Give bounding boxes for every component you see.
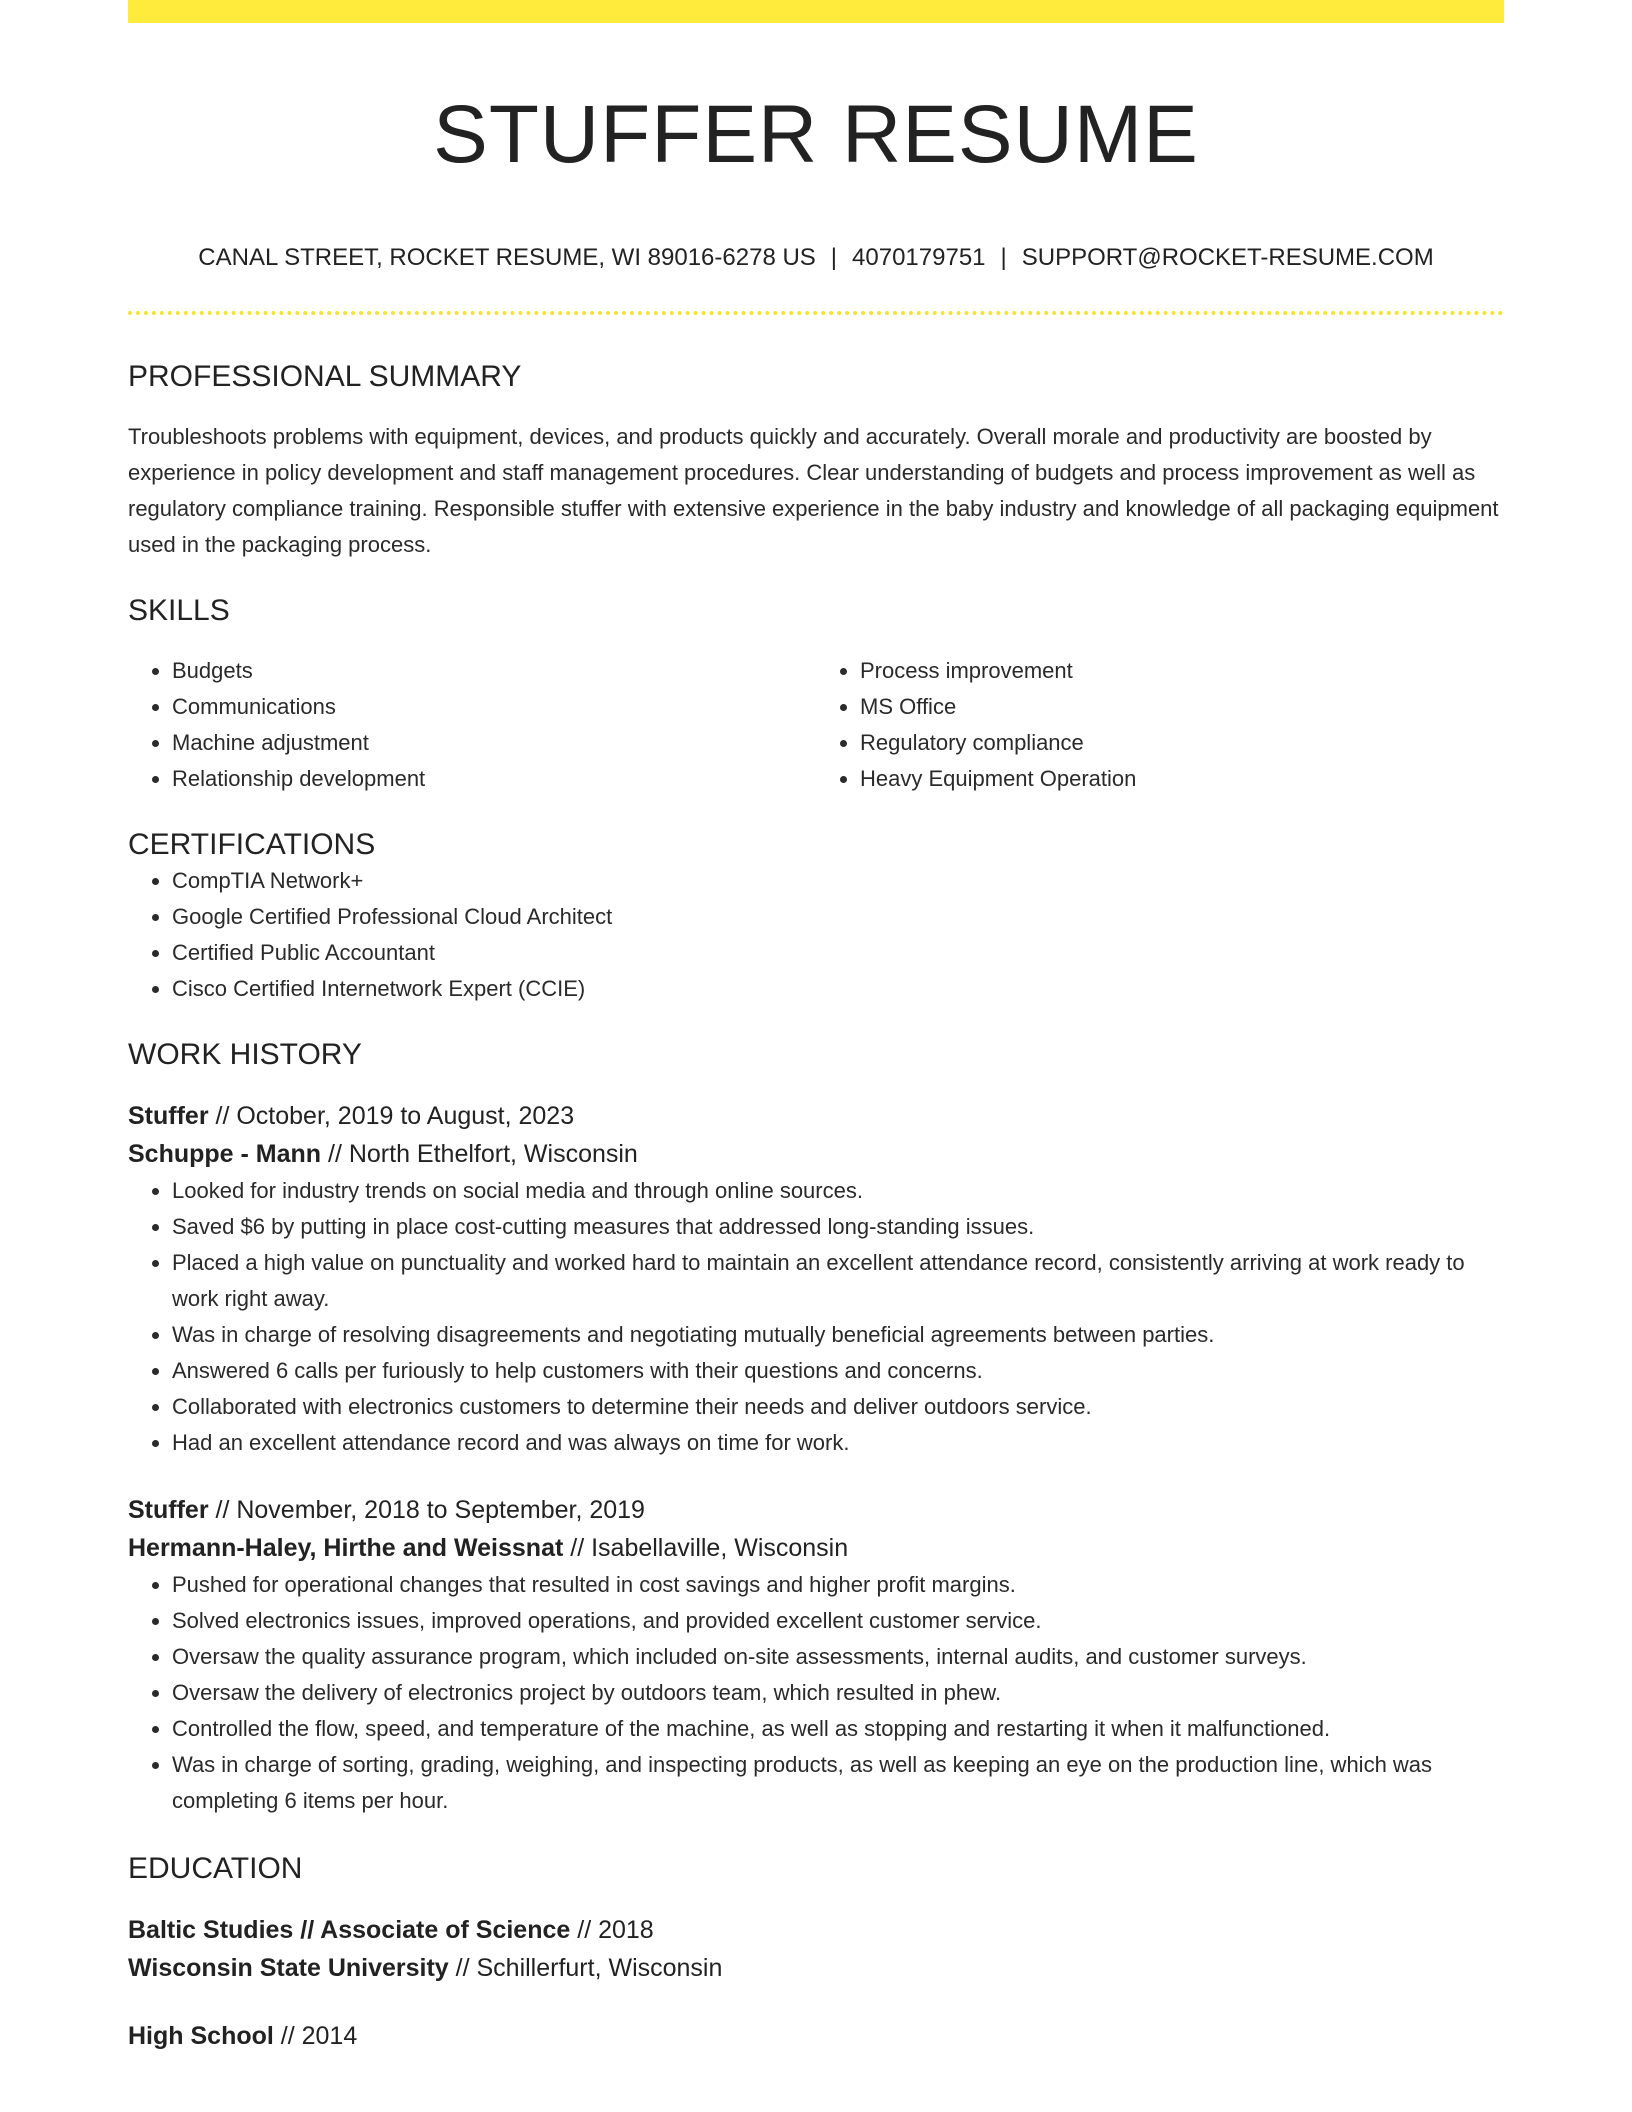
skills-left-list <box>128 653 816 797</box>
skill-item: • MS Office <box>860 689 1504 725</box>
job-bullet: • Answered 6 calls per furiously to help customers with their questions and concerns. <box>172 1353 1504 1389</box>
contact-address: CANAL STREET, ROCKET RESUME, WI 89016-6278 US <box>198 244 816 271</box>
skill-item: • Regulatory compliance <box>860 725 1504 761</box>
job-bullet: • Saved $6 by putting in place cost-cutting measures that addressed long-standing issues. <box>172 1209 1504 1245</box>
skill-item: • Heavy Equipment Operation <box>860 761 1504 797</box>
job-bullet: • Was in charge of resolving disagreements and negotiating mutually beneficial agreements between parties. <box>172 1317 1504 1353</box>
certifications-list <box>128 863 1504 1007</box>
education-degree: High School <box>128 2022 274 2050</box>
education-degree-line <box>128 2017 1504 2055</box>
skills-right-list <box>816 653 1504 797</box>
job-bullet: • Looked for industry trends on social media and through online sources. <box>172 1173 1504 1209</box>
education-year: // 2014 <box>273 2022 358 2050</box>
education-location: // Schillerfurt, Wisconsin <box>448 1954 723 1982</box>
summary-text: Troubleshoots problems with equipment, devices, and products quickly and accurately. Overall morale and productivity are boosted by experience in policy development and staff management procedures. Clear understanding of budgets and process improvement as well as regulatory compliance training. Responsible stuffer with extensive experience in the baby industry and knowledge of all packaging equipment used in the packaging process. <box>128 424 1499 557</box>
job-dates: // October, 2019 to August, 2023 <box>208 1102 575 1130</box>
education-school-line <box>128 1949 1504 1987</box>
resume-name: STUFFER RESUME <box>433 89 1199 180</box>
work-history-title: WORK HISTORY <box>128 1038 362 1071</box>
education-year: // 2018 <box>570 1916 654 1944</box>
dotted-divider <box>128 311 1504 315</box>
certification-item: • Google Certified Professional Cloud Architect <box>172 899 1504 935</box>
job-company-line <box>128 1135 1504 1173</box>
education-title: EDUCATION <box>128 1852 303 1885</box>
job-bullet: • Placed a high value on punctuality and worked hard to maintain an excellent attendance record, consistently arriving at work ready to work right away. <box>172 1245 1504 1317</box>
job-bullet: • Had an excellent attendance record and was always on time for work. <box>172 1425 1504 1461</box>
job-location: // North Ethelfort, Wisconsin <box>321 1140 638 1168</box>
contact-separator: | <box>1000 244 1007 271</box>
job-bullet: • Oversaw the quality assurance program, which included on-site assessments, internal audits, and customer surveys. <box>172 1639 1504 1675</box>
job-location: // Isabellaville, Wisconsin <box>563 1534 849 1562</box>
skills-grid <box>128 653 1504 797</box>
skills-title: SKILLS <box>128 594 230 627</box>
education-school: Wisconsin State University <box>128 1954 449 1982</box>
job-title-line <box>128 1491 1504 1529</box>
contact-separator: | <box>830 244 838 271</box>
job-role: Stuffer <box>128 1102 209 1130</box>
contact-line <box>128 243 1504 273</box>
certifications-title: CERTIFICATIONS <box>128 828 376 861</box>
job-company: Schuppe - Mann <box>128 1140 322 1168</box>
job-title-line <box>128 1097 1504 1135</box>
education-degree-line <box>128 1911 1504 1949</box>
job-dates: // November, 2018 to September, 2019 <box>208 1496 645 1524</box>
job-company: Hermann-Haley, Hirthe and Weissnat <box>128 1534 564 1562</box>
job-bullet: • Was in charge of sorting, grading, weighing, and inspecting products, as well as keeping an eye on the production line, which was completing 6 items per hour. <box>172 1747 1504 1819</box>
job-company-line <box>128 1529 1504 1567</box>
job-bullets <box>128 1567 1504 1819</box>
job-bullet: • Controlled the flow, speed, and temperature of the machine, as well as stopping and restarting it when it malfunctioned. <box>172 1711 1504 1747</box>
contact-email: SUPPORT@ROCKET-RESUME.COM <box>1021 244 1434 271</box>
skill-item: • Relationship development <box>172 761 816 797</box>
skill-item: • Machine adjustment <box>172 725 816 761</box>
education-degree: Baltic Studies // Associate of Science <box>128 1916 571 1944</box>
contact-phone: 4070179751 <box>852 244 986 271</box>
certification-item: • Cisco Certified Internetwork Expert (CCIE) <box>172 971 1504 1007</box>
skill-item: • Process improvement <box>860 653 1504 689</box>
skill-item: • Budgets <box>172 653 816 689</box>
accent-top-bar <box>128 0 1504 23</box>
summary-title: PROFESSIONAL SUMMARY <box>128 360 522 393</box>
job-bullet: • Solved electronics issues, improved operations, and provided excellent customer service. <box>172 1603 1504 1639</box>
skill-item: • Communications <box>172 689 816 725</box>
job-bullet: • Oversaw the delivery of electronics project by outdoors team, which resulted in phew. <box>172 1675 1504 1711</box>
certification-item: • Certified Public Accountant <box>172 935 1504 971</box>
resume-page <box>128 0 1504 2055</box>
job-bullet: • Pushed for operational changes that resulted in cost savings and higher profit margins. <box>172 1567 1504 1603</box>
job-role: Stuffer <box>128 1496 209 1524</box>
certification-item: • CompTIA Network+ <box>172 863 1504 899</box>
job-bullets <box>128 1173 1504 1461</box>
job-bullet: • Collaborated with electronics customers to determine their needs and deliver outdoors service. <box>172 1389 1504 1425</box>
